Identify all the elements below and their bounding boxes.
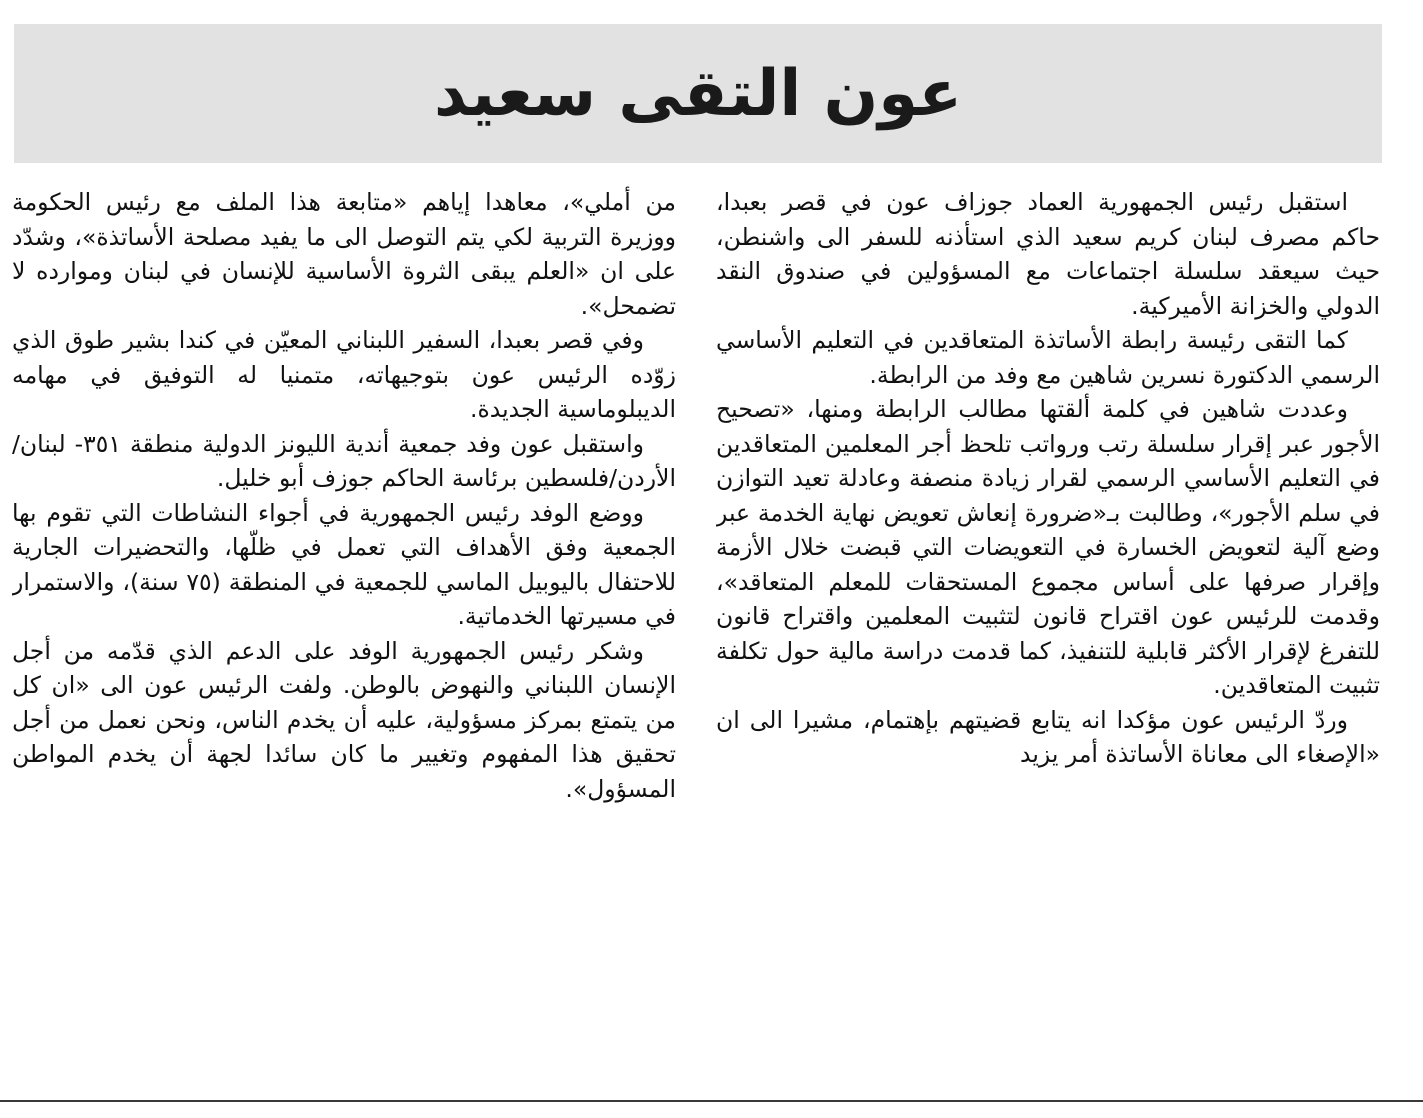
article-column-left xyxy=(12,185,676,1075)
paragraph: ووضع الوفد رئيس الجمهورية في أجواء النشاطات التي تقوم بها الجمعية وفق الأهداف التي تعمل في ظلّها، والتحضيرات الجارية للاحتفال باليوبيل الماسي للجمعية في المنطقة (٧٥ سنة)، والاستمرار في مسيرتها الخدماتية. xyxy=(12,498,676,630)
paragraph-continuation: من أملي»، معاهدا إياهم «متابعة هذا الملف مع رئيس الحكومة ووزيرة التربية لكي يتم التوصل الى ما يفيد مصلحة الأساتذة»، وشدّد على ان «العلم يبقى الثروة الأساسية للإنسان في لبنان وموارده لا تضمحل». xyxy=(12,188,676,320)
paragraph: واستقبل عون وفد جمعية أندية الليونز الدولية منطقة ٣٥١- لبنان/الأردن/فلسطين برئاسة الحاكم جوزف أبو خليل. xyxy=(12,429,676,492)
paragraph: وفي قصر بعبدا، السفير اللبناني المعيّن في كندا بشير طوق الذي زوّده الرئيس عون بتوجيهاته، متمنيا له التوفيق في مهامه الديبلوماسية الجديدة. xyxy=(12,326,676,423)
bottom-divider xyxy=(0,1100,1423,1102)
paragraph: وعددت شاهين في كلمة ألقتها مطالب الرابطة ومنها، «تصحيح الأجور عبر إقرار سلسلة رتب ورواتب تلحظ أجر المعلمين المتعاقدين في التعليم الأساسي الرسمي لقرار زيادة منصفة وعادلة تعيد التوازن في سلم الأجور»، وطالبت بـ«ضرورة إنعاش تعويض نهاية الخدمة عبر وضع آلية لتعويض الخسارة في التعويضات التي قبضت خلال الأزمة وإقرار صرفها على أساس مجموع المستحقات للمعلم المتعاقد»، وقدمت للرئيس عون اقتراح قانون لتثبيت المعلمين واقتراح قانون للتفرغ لإقرار الأكثر قابلية للتنفيذ، كما قدمت دراسة مالية حول تكلفة تثبيت المتعاقدين. xyxy=(716,395,1380,699)
article-column-right xyxy=(716,185,1380,1075)
paragraph: وشكر رئيس الجمهورية الوفد على الدعم الذي قدّمه من أجل الإنسان اللبناني والنهوض بالوطن. ولفت الرئيس عون الى «ان كل من يتمتع بمركز مسؤولية، عليه أن يخدم الناس، ونحن نعمل من أجل تحقيق هذا المفهوم وتغيير ما كان سائدا لجهة أن يخدم المواطن المسؤول». xyxy=(12,636,676,803)
headline: عون التقى سعيد xyxy=(433,56,963,131)
headline-banner xyxy=(14,24,1382,163)
paragraph: استقبل رئيس الجمهورية العماد جوزاف عون في قصر بعبدا، حاكم مصرف لبنان كريم سعيد الذي استأذنه للسفر الى واشنطن، حيث سيعقد سلسلة اجتماعات مع المسؤولين في صندوق النقد الدولي والخزانة الأميركية. xyxy=(716,188,1380,320)
paragraph: كما التقى رئيسة رابطة الأساتذة المتعاقدين في التعليم الأساسي الرسمي الدكتورة نسرين شاهين مع وفد من الرابطة. xyxy=(716,326,1380,389)
paragraph: وردّ الرئيس عون مؤكدا انه يتابع قضيتهم بإهتمام، مشيرا الى ان «الإصغاء الى معاناة الأساتذة أمر يزيد xyxy=(716,705,1380,768)
